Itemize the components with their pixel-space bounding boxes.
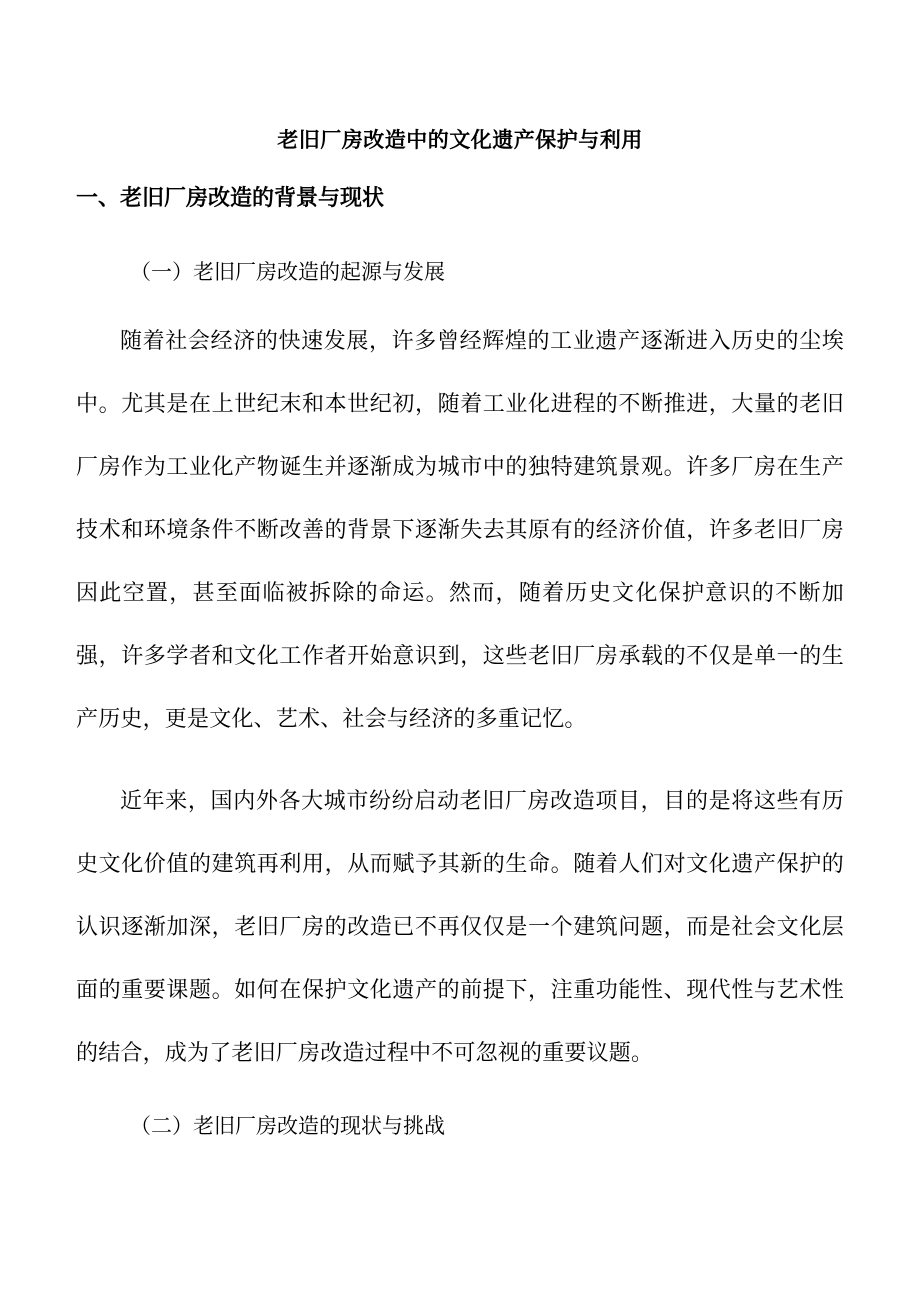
body-paragraph: 近年来，国内外各大城市纷纷启动老旧厂房改造项目，目的是将这些有历史文化价值的建筑再利用，从而赋予其新的生命。随着人们对文化遗产保护的认识逐渐加深，老旧厂房的改造已不再仅仅是一个建筑问题，而是社会文化层面的重要课题。如何在保护文化遗产的前提下，注重功能性、现代性与艺术性的结合，成为了老旧厂房改造过程中不可忽视的重要议题。 <box>76 789 844 1066</box>
section-heading: 一、老旧厂房改造的背景与现状 <box>76 185 385 211</box>
document-title: 老旧厂房改造中的文化遗产保护与利用 <box>277 127 643 152</box>
subsection-heading: （一）老旧厂房改造的起源与发展 <box>130 260 445 284</box>
subsection-heading: （二）老旧厂房改造的现状与挑战 <box>130 1114 445 1138</box>
body-paragraph: 随着社会经济的快速发展，许多曾经辉煌的工业遗产逐渐进入历史的尘埃中。尤其是在上世纪末和本世纪初，随着工业化进程的不断推进，大量的老旧厂房作为工业化产物诞生并逐渐成为城市中的独特建筑景观。许多厂房在生产技术和环境条件不断改善的背景下逐渐失去其原有的经济价值，许多老旧厂房因此空置，甚至面临被拆除的命运。然而，随着历史文化保护意识的不断加强，许多学者和文化工作者开始意识到，这些老旧厂房承载的不仅是单一的生产历史，更是文化、艺术、社会与经济的多重记忆。 <box>76 329 844 732</box>
